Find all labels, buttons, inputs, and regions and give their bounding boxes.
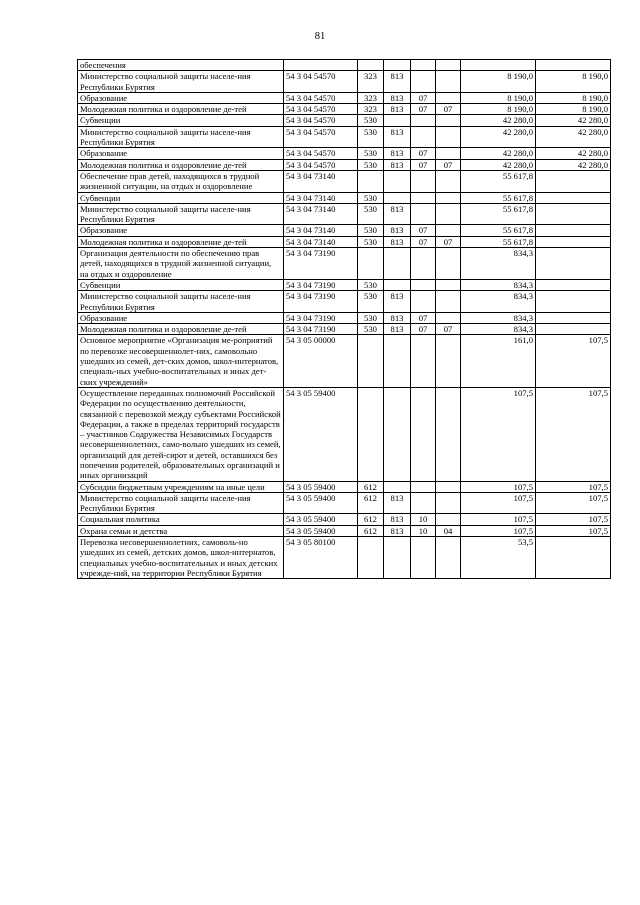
amount-year1-cell: 55 617,8 xyxy=(461,225,536,236)
table-row xyxy=(78,525,611,536)
row-name-cell: Субвенции xyxy=(78,279,284,290)
target-code-cell: 54 3 05 59400 xyxy=(284,525,358,536)
ministry-code-cell: 813 xyxy=(384,92,411,103)
amount-year2-cell xyxy=(536,312,611,323)
subsection-cell: 04 xyxy=(436,525,461,536)
expense-type-cell xyxy=(358,387,384,481)
expense-type-cell: 530 xyxy=(358,279,384,290)
amount-year1-cell: 834,3 xyxy=(461,291,536,313)
amount-year2-cell: 107,5 xyxy=(536,514,611,525)
target-code-cell: 54 3 04 54570 xyxy=(284,71,358,93)
amount-year2-cell xyxy=(536,291,611,313)
table-row xyxy=(78,170,611,192)
amount-year1-cell xyxy=(461,60,536,71)
ministry-code-cell xyxy=(384,170,411,192)
ministry-code-cell xyxy=(384,115,411,126)
row-name-cell: Молодежная политика и оздоровление де-тей xyxy=(78,236,284,247)
amount-year2-cell: 8 190,0 xyxy=(536,92,611,103)
ministry-code-cell: 813 xyxy=(384,291,411,313)
ministry-code-cell: 813 xyxy=(384,525,411,536)
subsection-cell xyxy=(436,148,461,159)
row-name-cell: Субвенции xyxy=(78,115,284,126)
expense-type-cell: 530 xyxy=(358,115,384,126)
row-name-cell: Образование xyxy=(78,312,284,323)
row-name-cell: Организация деятельности по обеспечению прав детей, находящихся в трудной жизненной ситуации, на отдых и оздоровление xyxy=(78,248,284,280)
section-cell xyxy=(411,170,436,192)
target-code-cell: 54 3 04 54570 xyxy=(284,104,358,115)
expense-type-cell: 530 xyxy=(358,225,384,236)
section-cell xyxy=(411,126,436,148)
table-row xyxy=(78,279,611,290)
amount-year2-cell: 107,5 xyxy=(536,525,611,536)
section-cell: 07 xyxy=(411,159,436,170)
row-name-cell: Министерство социальной защиты населе-ния Республики Бурятия xyxy=(78,203,284,225)
section-cell xyxy=(411,71,436,93)
amount-year2-cell xyxy=(536,225,611,236)
amount-year1-cell: 107,5 xyxy=(461,387,536,481)
section-cell: 07 xyxy=(411,104,436,115)
subsection-cell xyxy=(436,71,461,93)
subsection-cell xyxy=(436,126,461,148)
amount-year2-cell: 42 280,0 xyxy=(536,148,611,159)
amount-year1-cell: 834,3 xyxy=(461,279,536,290)
section-cell: 10 xyxy=(411,514,436,525)
subsection-cell: 07 xyxy=(436,236,461,247)
expense-type-cell: 612 xyxy=(358,525,384,536)
section-cell xyxy=(411,115,436,126)
table-row xyxy=(78,291,611,313)
amount-year2-cell: 42 280,0 xyxy=(536,159,611,170)
amount-year2-cell: 107,5 xyxy=(536,492,611,514)
section-cell: 07 xyxy=(411,148,436,159)
row-name-cell: Министерство социальной защиты населе-ния Республики Бурятия xyxy=(78,126,284,148)
subsection-cell: 07 xyxy=(436,159,461,170)
table-row xyxy=(78,514,611,525)
subsection-cell xyxy=(436,537,461,579)
expense-type-cell: 323 xyxy=(358,104,384,115)
section-cell xyxy=(411,60,436,71)
table-row xyxy=(78,115,611,126)
ministry-code-cell xyxy=(384,279,411,290)
ministry-code-cell: 813 xyxy=(384,104,411,115)
target-code-cell: 54 3 04 73190 xyxy=(284,248,358,280)
target-code-cell: 54 3 05 59400 xyxy=(284,492,358,514)
table-row xyxy=(78,492,611,514)
expense-type-cell xyxy=(358,537,384,579)
expense-type-cell: 612 xyxy=(358,514,384,525)
amount-year2-cell: 42 280,0 xyxy=(536,115,611,126)
section-cell xyxy=(411,335,436,387)
expense-type-cell: 530 xyxy=(358,159,384,170)
amount-year1-cell: 42 280,0 xyxy=(461,148,536,159)
section-cell: 07 xyxy=(411,92,436,103)
row-name-cell: Образование xyxy=(78,225,284,236)
section-cell: 07 xyxy=(411,236,436,247)
amount-year1-cell: 42 280,0 xyxy=(461,159,536,170)
row-name-cell: Министерство социальной защиты населе-ния Республики Бурятия xyxy=(78,291,284,313)
subsection-cell: 07 xyxy=(436,104,461,115)
target-code-cell: 54 3 04 54570 xyxy=(284,115,358,126)
section-cell xyxy=(411,192,436,203)
amount-year2-cell xyxy=(536,248,611,280)
expense-type-cell: 530 xyxy=(358,291,384,313)
ministry-code-cell xyxy=(384,192,411,203)
ministry-code-cell: 813 xyxy=(384,492,411,514)
target-code-cell: 54 3 04 54570 xyxy=(284,92,358,103)
ministry-code-cell: 813 xyxy=(384,236,411,247)
amount-year1-cell: 834,3 xyxy=(461,312,536,323)
expense-type-cell: 530 xyxy=(358,148,384,159)
section-cell: 07 xyxy=(411,324,436,335)
amount-year1-cell: 834,3 xyxy=(461,248,536,280)
section-cell xyxy=(411,203,436,225)
amount-year2-cell xyxy=(536,537,611,579)
table-row xyxy=(78,60,611,71)
row-name-cell: Молодежная политика и оздоровление де-тей xyxy=(78,324,284,335)
subsection-cell xyxy=(436,481,461,492)
amount-year2-cell: 8 190,0 xyxy=(536,71,611,93)
table-row xyxy=(78,248,611,280)
table-row xyxy=(78,335,611,387)
amount-year1-cell: 55 617,8 xyxy=(461,192,536,203)
amount-year1-cell: 55 617,8 xyxy=(461,170,536,192)
section-cell xyxy=(411,279,436,290)
expense-type-cell: 612 xyxy=(358,492,384,514)
amount-year2-cell: 107,5 xyxy=(536,481,611,492)
section-cell xyxy=(411,248,436,280)
amount-year1-cell: 107,5 xyxy=(461,525,536,536)
amount-year1-cell: 55 617,8 xyxy=(461,203,536,225)
target-code-cell: 54 3 05 80100 xyxy=(284,537,358,579)
subsection-cell xyxy=(436,291,461,313)
subsection-cell: 07 xyxy=(436,324,461,335)
amount-year2-cell xyxy=(536,170,611,192)
ministry-code-cell xyxy=(384,387,411,481)
expense-type-cell: 530 xyxy=(358,192,384,203)
subsection-cell xyxy=(436,279,461,290)
ministry-code-cell xyxy=(384,481,411,492)
amount-year1-cell: 8 190,0 xyxy=(461,104,536,115)
amount-year2-cell: 8 190,0 xyxy=(536,104,611,115)
subsection-cell xyxy=(436,60,461,71)
ministry-code-cell: 813 xyxy=(384,159,411,170)
expense-type-cell: 530 xyxy=(358,236,384,247)
amount-year2-cell: 107,5 xyxy=(536,335,611,387)
subsection-cell xyxy=(436,514,461,525)
table-row xyxy=(78,104,611,115)
ministry-code-cell: 813 xyxy=(384,324,411,335)
row-name-cell: Осуществление переданных полномочий Российской Федерации по осуществлению деятельности, связанной с перевозкой между субъектами Российской Федерации, а также в пределах территорий государств – участников Содружества Независимых Государств несовершеннолетних, само-вольно ушедших из семей, организаций для детей-сирот и детей, оставшихся без попечения родителей, образовательных организаций и иных организаций xyxy=(78,387,284,481)
amount-year2-cell xyxy=(536,203,611,225)
section-cell xyxy=(411,387,436,481)
amount-year1-cell: 42 280,0 xyxy=(461,115,536,126)
subsection-cell xyxy=(436,335,461,387)
amount-year1-cell: 8 190,0 xyxy=(461,71,536,93)
amount-year1-cell: 53,5 xyxy=(461,537,536,579)
amount-year2-cell: 107,5 xyxy=(536,387,611,481)
ministry-code-cell xyxy=(384,60,411,71)
row-name-cell: Основное мероприятие «Организация ме-роприятий по перевозке несовершеннолет-них, самовольно ушедших из семей, дет-ских домов, школ-интернатов, специаль-ных учебно-воспитательных и иных дет-ских учреждений» xyxy=(78,335,284,387)
section-cell: 07 xyxy=(411,312,436,323)
row-name-cell: Перевозка несовершеннолетних, самоволь-но ушедших из семей, детских домов, школ-интернатов, специальных учебно-воспитательных и иных детских учрежде-ний, на территории Республики Бурятия xyxy=(78,537,284,579)
expense-type-cell: 612 xyxy=(358,481,384,492)
subsection-cell xyxy=(436,387,461,481)
amount-year2-cell xyxy=(536,324,611,335)
expense-type-cell xyxy=(358,335,384,387)
row-name-cell: Молодежная политика и оздоровление де-тей xyxy=(78,159,284,170)
table-body xyxy=(78,60,611,579)
row-name-cell: Образование xyxy=(78,148,284,159)
amount-year1-cell: 8 190,0 xyxy=(461,92,536,103)
table-row xyxy=(78,324,611,335)
subsection-cell xyxy=(436,492,461,514)
subsection-cell xyxy=(436,115,461,126)
expense-type-cell: 530 xyxy=(358,324,384,335)
target-code-cell: 54 3 04 73140 xyxy=(284,170,358,192)
page-number: 81 xyxy=(314,31,326,42)
table-row xyxy=(78,203,611,225)
ministry-code-cell xyxy=(384,335,411,387)
target-code-cell: 54 3 04 54570 xyxy=(284,126,358,148)
section-cell xyxy=(411,481,436,492)
row-name-cell: Молодежная политика и оздоровление де-тей xyxy=(78,104,284,115)
section-cell: 07 xyxy=(411,225,436,236)
target-code-cell: 54 3 04 73190 xyxy=(284,324,358,335)
table-row xyxy=(78,126,611,148)
amount-year1-cell: 161,0 xyxy=(461,335,536,387)
ministry-code-cell: 813 xyxy=(384,203,411,225)
expense-type-cell: 530 xyxy=(358,203,384,225)
expense-type-cell xyxy=(358,170,384,192)
subsection-cell xyxy=(436,92,461,103)
amount-year2-cell xyxy=(536,192,611,203)
subsection-cell xyxy=(436,203,461,225)
section-cell xyxy=(411,537,436,579)
target-code-cell: 54 3 05 59400 xyxy=(284,514,358,525)
target-code-cell: 54 3 04 73190 xyxy=(284,312,358,323)
target-code-cell xyxy=(284,60,358,71)
target-code-cell: 54 3 05 00000 xyxy=(284,335,358,387)
subsection-cell xyxy=(436,170,461,192)
section-cell: 10 xyxy=(411,525,436,536)
table-row xyxy=(78,71,611,93)
subsection-cell xyxy=(436,248,461,280)
amount-year1-cell: 107,5 xyxy=(461,492,536,514)
expense-type-cell: 530 xyxy=(358,312,384,323)
section-cell xyxy=(411,291,436,313)
row-name-cell: обеспечения xyxy=(78,60,284,71)
target-code-cell: 54 3 05 59400 xyxy=(284,387,358,481)
table-row xyxy=(78,312,611,323)
expense-type-cell xyxy=(358,248,384,280)
amount-year1-cell: 834,3 xyxy=(461,324,536,335)
target-code-cell: 54 3 04 73190 xyxy=(284,291,358,313)
amount-year1-cell: 107,5 xyxy=(461,514,536,525)
table-row xyxy=(78,481,611,492)
amount-year2-cell: 42 280,0 xyxy=(536,126,611,148)
amount-year2-cell xyxy=(536,279,611,290)
target-code-cell: 54 3 04 73140 xyxy=(284,192,358,203)
target-code-cell: 54 3 04 73190 xyxy=(284,279,358,290)
ministry-code-cell: 813 xyxy=(384,71,411,93)
amount-year1-cell: 107,5 xyxy=(461,481,536,492)
table-row xyxy=(78,92,611,103)
table-row xyxy=(78,236,611,247)
section-cell xyxy=(411,492,436,514)
row-name-cell: Обеспечение прав детей, находящихся в трудной жизненной ситуации, на отдых и оздоровление xyxy=(78,170,284,192)
budget-table xyxy=(77,59,611,579)
ministry-code-cell: 813 xyxy=(384,312,411,323)
ministry-code-cell xyxy=(384,537,411,579)
expense-type-cell: 530 xyxy=(358,126,384,148)
target-code-cell: 54 3 05 59400 xyxy=(284,481,358,492)
table-row xyxy=(78,387,611,481)
table-row xyxy=(78,159,611,170)
expense-type-cell: 323 xyxy=(358,71,384,93)
row-name-cell: Субвенции xyxy=(78,192,284,203)
row-name-cell: Охрана семьи и детства xyxy=(78,525,284,536)
target-code-cell: 54 3 04 73140 xyxy=(284,225,358,236)
row-name-cell: Министерство социальной защиты населе-ния Республики Бурятия xyxy=(78,71,284,93)
amount-year2-cell xyxy=(536,60,611,71)
ministry-code-cell: 813 xyxy=(384,126,411,148)
row-name-cell: Социальная политика xyxy=(78,514,284,525)
amount-year2-cell xyxy=(536,236,611,247)
ministry-code-cell: 813 xyxy=(384,148,411,159)
target-code-cell: 54 3 04 54570 xyxy=(284,148,358,159)
target-code-cell: 54 3 04 54570 xyxy=(284,159,358,170)
row-name-cell: Образование xyxy=(78,92,284,103)
row-name-cell: Министерство социальной защиты населе-ния Республики Бурятия xyxy=(78,492,284,514)
row-name-cell: Субсидии бюджетным учреждениям на иные цели xyxy=(78,481,284,492)
subsection-cell xyxy=(436,312,461,323)
table-row xyxy=(78,148,611,159)
subsection-cell xyxy=(436,225,461,236)
ministry-code-cell: 813 xyxy=(384,514,411,525)
table-row xyxy=(78,537,611,579)
expense-type-cell: 323 xyxy=(358,92,384,103)
ministry-code-cell xyxy=(384,248,411,280)
expense-type-cell xyxy=(358,60,384,71)
target-code-cell: 54 3 04 73140 xyxy=(284,203,358,225)
target-code-cell: 54 3 04 73140 xyxy=(284,236,358,247)
table-row xyxy=(78,225,611,236)
amount-year1-cell: 55 617,8 xyxy=(461,236,536,247)
amount-year1-cell: 42 280,0 xyxy=(461,126,536,148)
ministry-code-cell: 813 xyxy=(384,225,411,236)
subsection-cell xyxy=(436,192,461,203)
table-row xyxy=(78,192,611,203)
